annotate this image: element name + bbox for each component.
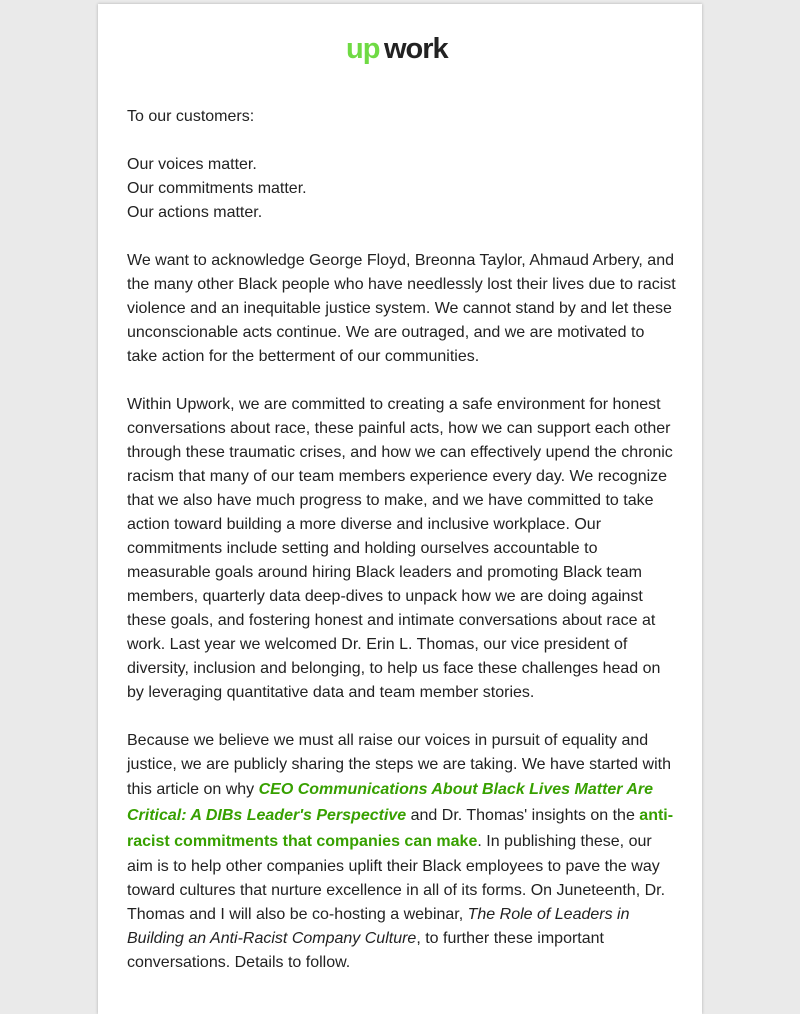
paragraph-text: , to further these important conversations. Details to follow.	[127, 930, 604, 971]
logo-work-text: work	[384, 33, 448, 65]
paragraph-commitments: Within Upwork, we are committed to creating a safe environment for honest conversations about race, these painful acts, how we can support each other through these traumatic crises, and how we can effectively upend the chronic racism that many of our team members experience every day. We recognize that we also have much progress to make, and we have committed to take action toward building a more diverse and inclusive workplace. Our commitments include setting and holding ourselves accountable to measurable goals around hiring Black leaders and promoting Black team members, quarterly data deep-dives to unpack how we are doing against these goals, and fostering honest and intimate conversations about race at work. Last year we welcomed Dr. Erin L. Thomas, our vice president of diversity, inclusion and belonging, to help us face these challenges head on by leveraging quantitative data and team member stories.	[127, 396, 673, 701]
intro-line: Our voices matter.	[127, 156, 257, 173]
paragraph-text: and Dr. Thomas' insights on the	[406, 807, 640, 824]
letter-body	[127, 105, 677, 999]
webinar-title: The Role of Leaders in Building an Anti-Racist Company Culture	[127, 906, 630, 947]
paragraph-acknowledgement: We want to acknowledge George Floyd, Breonna Taylor, Ahmaud Arbery, and the many other Black people who have needlessly lost their lives due to racist violence and an inequitable justice system. We cannot stand by and let these unconscionable acts continue. We are outraged, and we are motivated to take action for the betterment of our communities.	[127, 252, 676, 365]
intro-line: Our actions matter.	[127, 204, 263, 221]
paragraph-sharing	[127, 729, 677, 975]
intro-lines	[127, 153, 677, 225]
ceo-communications-article-link[interactable]: CEO Communications About Black Lives Matter Are Critical: A DIBs Leader's Perspective	[127, 781, 654, 824]
intro-line: Our commitments matter.	[127, 180, 307, 197]
paragraph-text: Because we believe we must all raise our voices in pursuit of equality and justice, we are publicly sharing the steps we are taking. We have started with this article on why	[127, 732, 671, 798]
upwork-logo[interactable]	[346, 32, 454, 72]
email-card	[98, 4, 702, 1014]
paragraph-text: . In publishing these, our aim is to help other companies uplift their Black employees to pave the way toward cultures that nurture excellence in all of its forms. On Juneteenth, Dr. Thomas and I will also be co-hosting a webinar,	[127, 833, 666, 923]
greeting: To our customers:	[127, 108, 255, 125]
logo-up-text: up	[346, 33, 380, 65]
anti-racist-commitments-link[interactable]: anti-racist commitments that companies can make	[127, 807, 674, 850]
